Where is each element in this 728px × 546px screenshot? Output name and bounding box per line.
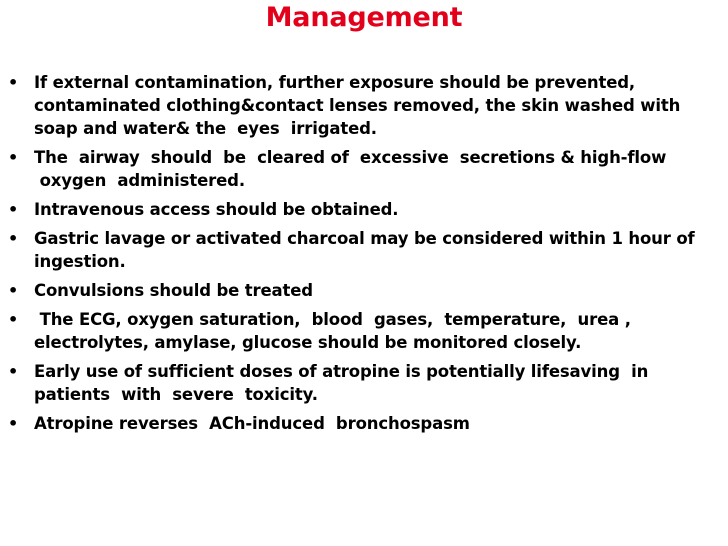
bullet-text: Intravenous access should be obtained. xyxy=(34,200,399,219)
bullet-dot-icon: • xyxy=(8,281,19,300)
bullet-dot-icon: • xyxy=(8,148,19,167)
bullet-text: The ECG, oxygen saturation, blood gases, temperature, urea , electrolytes, amylase, glucose should be monitored closely. xyxy=(34,310,637,352)
bullet-dot-icon: • xyxy=(8,73,19,92)
bullet-text: If external contamination, further exposure should be prevented, contaminated clothing&contact lenses removed, the skin washed with soap and water& the eyes irrigated. xyxy=(34,73,686,138)
slide-title: Management xyxy=(265,2,463,33)
bullet-dot-icon: • xyxy=(8,200,19,219)
bullet-text: Atropine reverses ACh-induced bronchospasm xyxy=(34,414,470,433)
bullet-dot-icon: • xyxy=(8,414,19,433)
bullet-dot-icon: • xyxy=(8,362,19,381)
bullet-item xyxy=(8,308,724,354)
bullet-item xyxy=(8,279,724,302)
bullet-text: Early use of sufficient doses of atropine is potentially lifesaving in patients with severe toxicity. xyxy=(34,362,654,404)
bullet-item xyxy=(8,360,724,406)
bullet-item xyxy=(8,198,724,221)
bullet-text: The airway should be cleared of excessive secretions & high-flow oxygen administered. xyxy=(34,148,667,190)
bullet-item xyxy=(8,412,724,435)
bullet-item xyxy=(8,71,724,140)
bullet-item xyxy=(8,146,724,192)
bullet-dot-icon: • xyxy=(8,310,19,329)
bullet-list xyxy=(8,71,724,441)
bullet-item xyxy=(8,227,724,273)
bullet-dot-icon: • xyxy=(8,229,19,248)
bullet-text: Gastric lavage or activated charcoal may be considered within 1 hour of ingestion. xyxy=(34,229,701,271)
bullet-text: Convulsions should be treated xyxy=(34,281,313,300)
